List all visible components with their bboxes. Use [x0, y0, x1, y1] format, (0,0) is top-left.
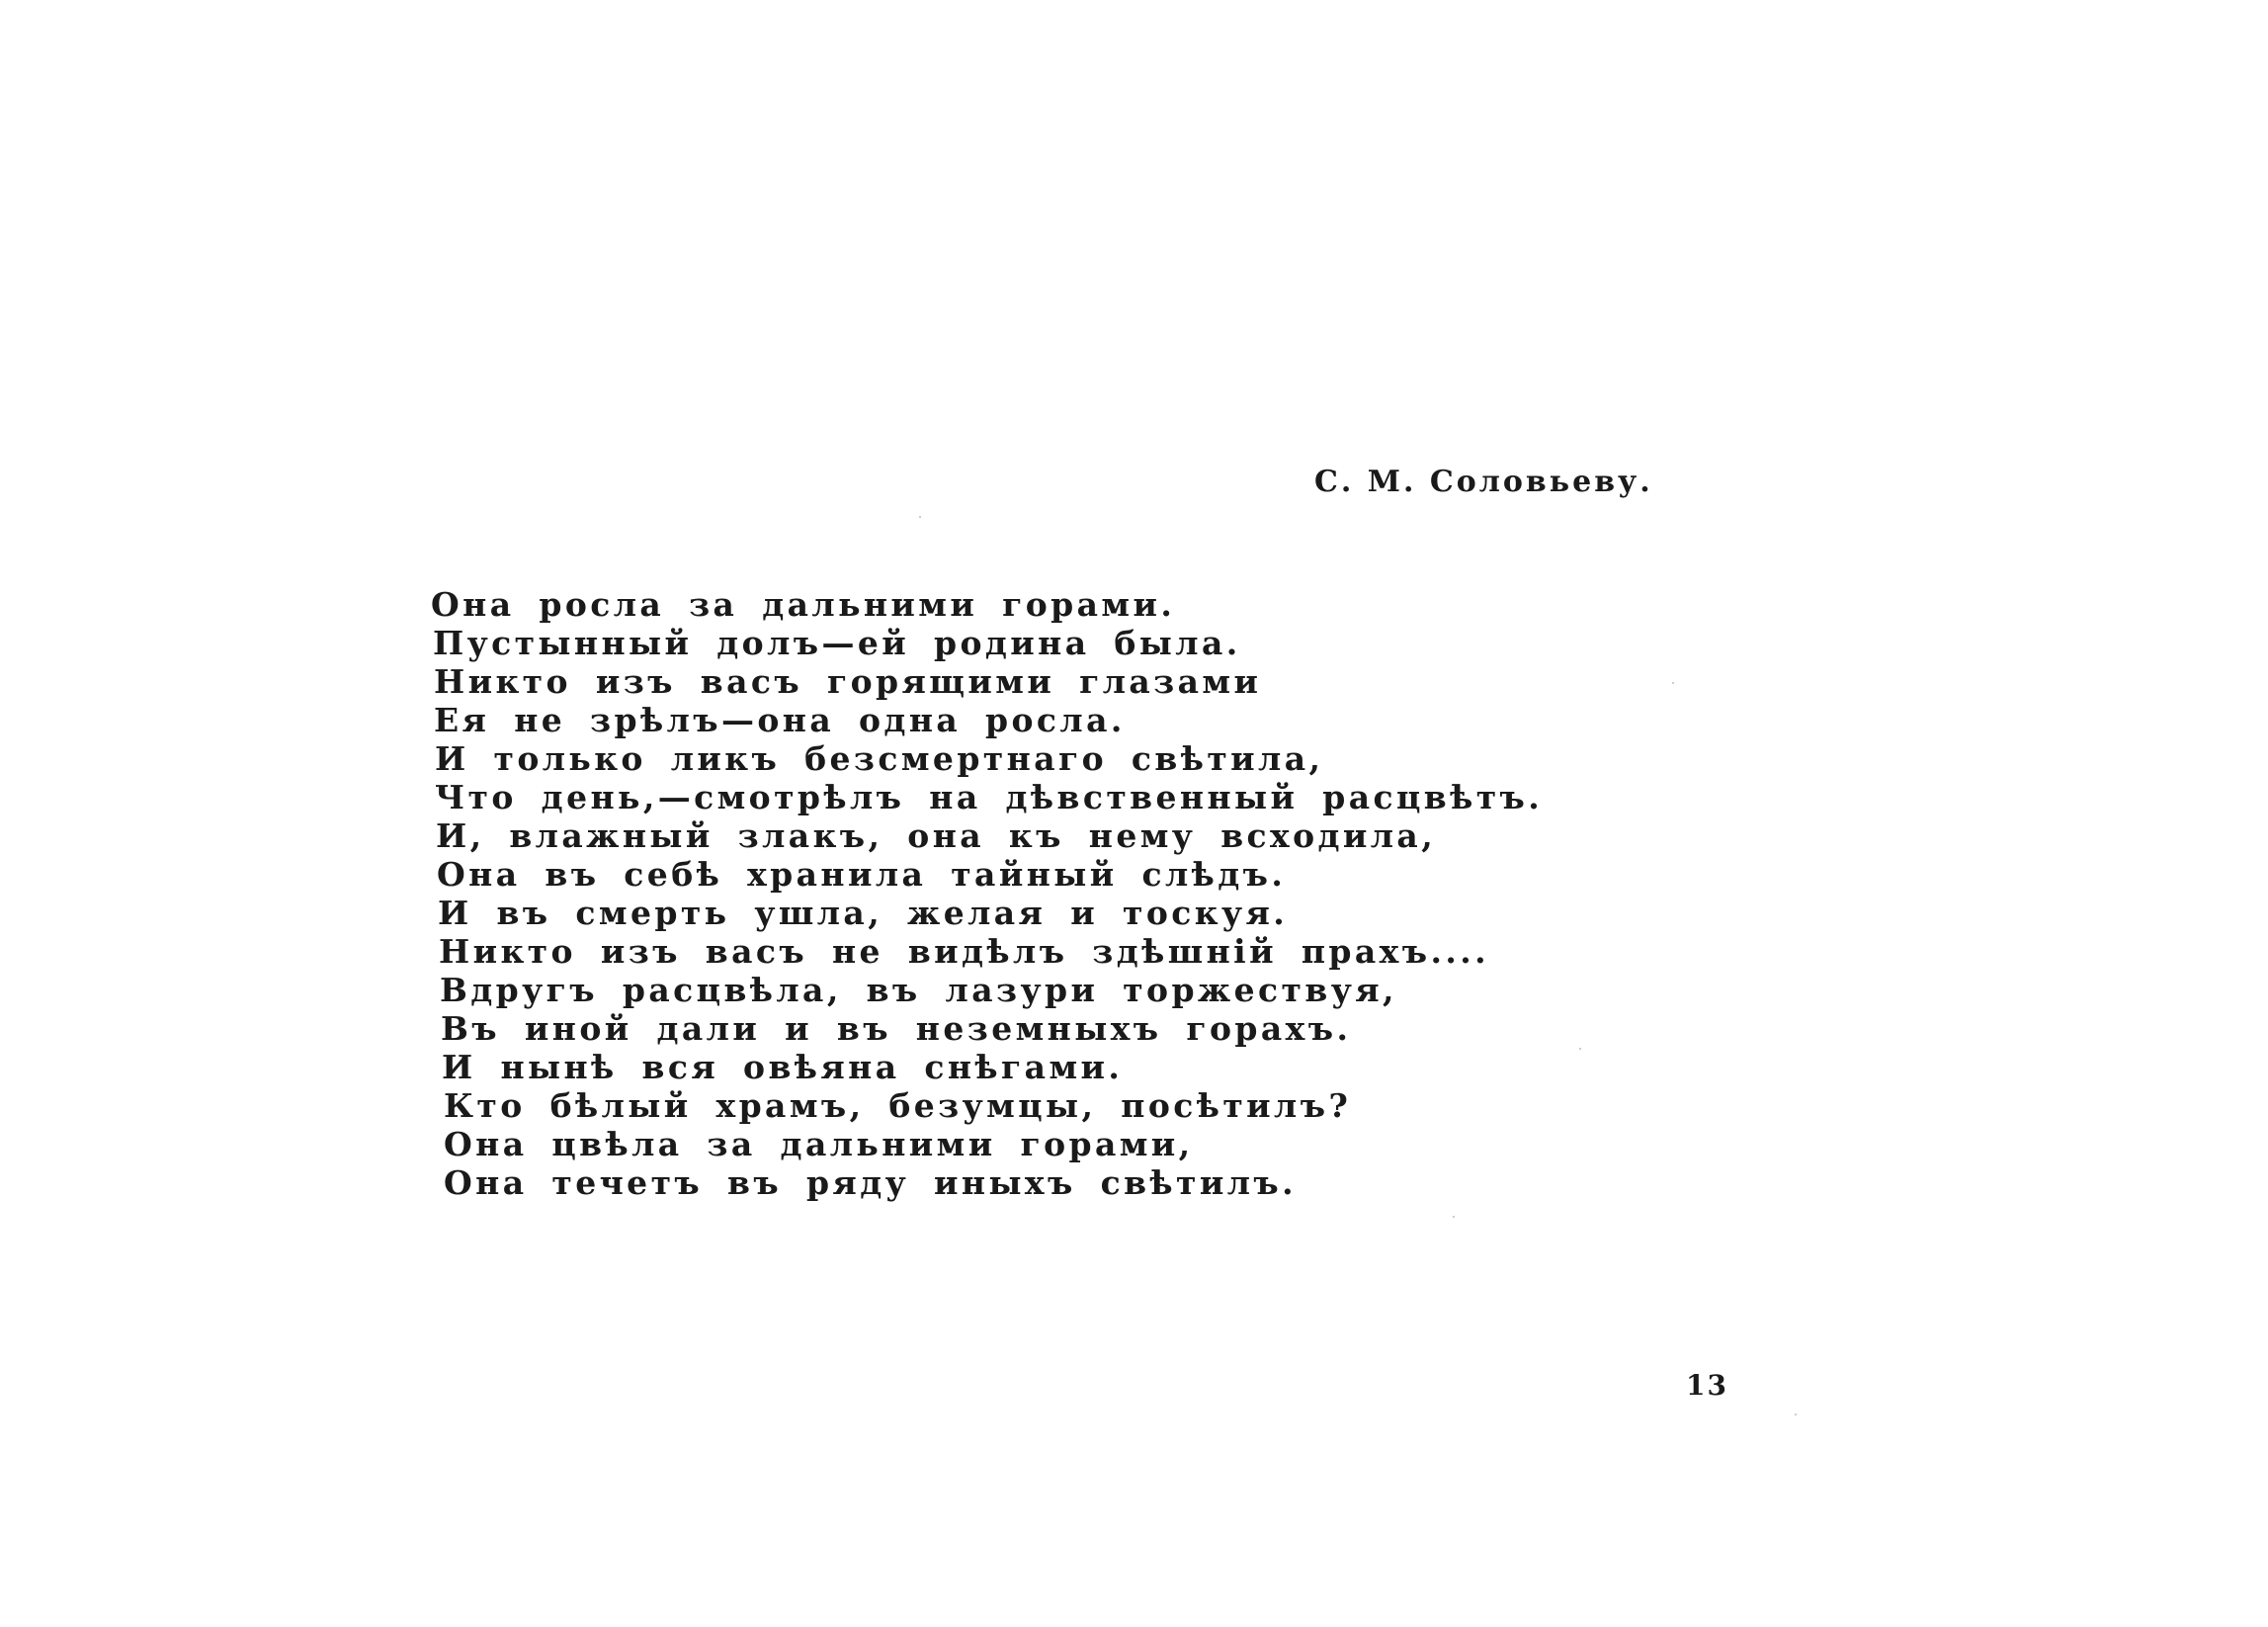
- poem-line: Она въ себѣ хранила тайный слѣдъ.: [437, 855, 1287, 894]
- poem-line: Вдругъ расцвѣла, въ лазури торжествуя,: [440, 971, 1397, 1009]
- poem-line: Она цвѣла за дальними горами,: [444, 1125, 1194, 1163]
- poem-line: Она росла за дальними горами.: [431, 585, 1176, 624]
- poem-line: Никто изъ васъ горящими глазами: [434, 662, 1262, 701]
- poem-line: Въ иной дали и въ неземныхъ горахъ.: [441, 1009, 1352, 1048]
- poem-line: И нынѣ вся овѣяна снѣгами.: [442, 1048, 1124, 1086]
- poem: [431, 585, 1543, 1202]
- poem-line: Она течетъ въ ряду иныхъ свѣтилъ.: [444, 1163, 1298, 1202]
- paper-speck: [1672, 682, 1674, 684]
- poem-line: И въ смерть ушла, желая и тоскуя.: [438, 894, 1289, 932]
- poem-line: Что день,—смотрѣлъ на дѣвственный расцвѣтъ.: [435, 778, 1544, 816]
- poem-line: И только ликъ безсмертнаго свѣтила,: [435, 739, 1324, 778]
- poem-line: Кто бѣлый храмъ, безумцы, посѣтилъ?: [444, 1086, 1352, 1125]
- paper-speck: [919, 516, 921, 518]
- paper-speck: [1579, 1048, 1581, 1050]
- poem-line: И, влажный злакъ, она къ нему всходила,: [436, 816, 1437, 855]
- dedication: С. М. Соловьеву.: [1314, 465, 1653, 499]
- poem-line: Никто изъ васъ не видѣлъ здѣшній прахъ....: [439, 932, 1490, 971]
- poem-line: Ея не зрѣлъ—она одна росла.: [434, 701, 1126, 739]
- page-number: 13: [1686, 1369, 1728, 1402]
- paper-speck: [1453, 1216, 1455, 1218]
- poem-line: Пустынный долъ—ей родина была.: [433, 624, 1241, 662]
- paper-speck: [1795, 1413, 1797, 1415]
